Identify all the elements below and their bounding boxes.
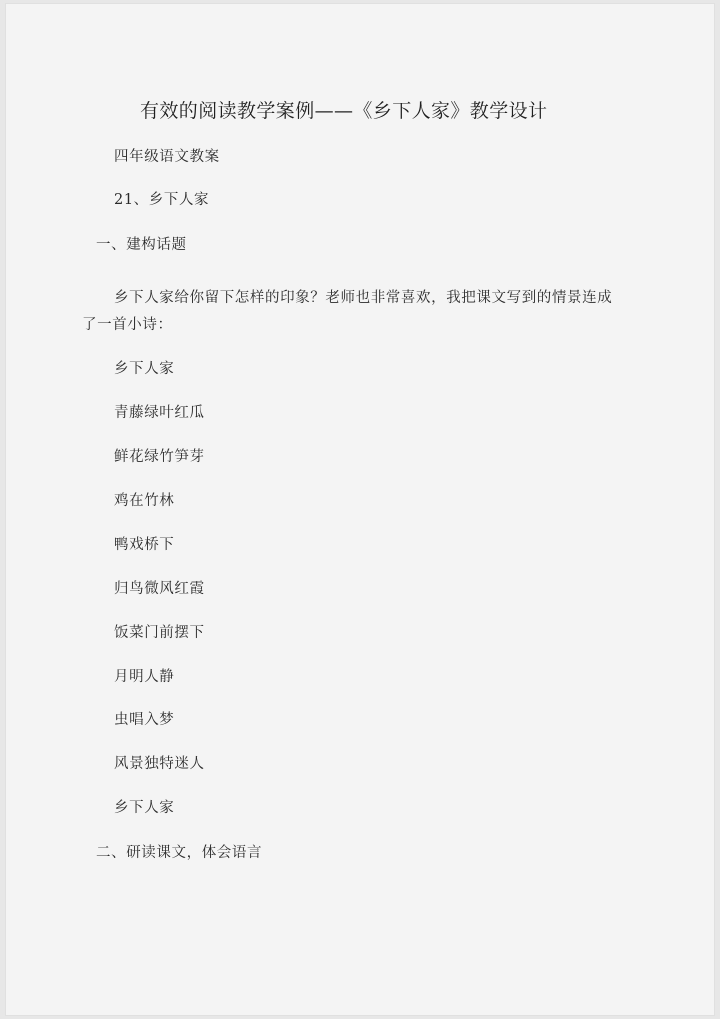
poem-line: 鲜花绿竹笋芽 [114, 449, 205, 465]
poem-line: 饭菜门前摆下 [114, 625, 205, 641]
section-heading-1: 一、建构话题 [96, 237, 187, 253]
poem-line: 月明人静 [114, 669, 175, 685]
poem-line: 归鸟微风红霞 [114, 581, 205, 597]
poem-line: 风景独特迷人 [114, 756, 205, 772]
document-title: 有效的阅读教学案例——《乡下人家》教学设计 [140, 100, 548, 122]
poem-line: 乡下人家 [114, 361, 175, 377]
document-page [6, 4, 714, 1015]
poem-line: 鸡在竹林 [114, 493, 175, 509]
poem-line: 乡下人家 [114, 800, 175, 816]
poem-line: 虫唱入梦 [114, 712, 175, 728]
intro-paragraph-line-2: 了一首小诗： [82, 317, 173, 333]
document-subtitle: 四年级语文教案 [114, 149, 220, 165]
poem-line: 鸭戏桥下 [114, 537, 175, 553]
poem-line: 青藤绿叶红瓜 [114, 405, 205, 421]
section-heading-2: 二、研读课文，体会语言 [96, 845, 263, 861]
intro-paragraph-line-1: 乡下人家给你留下怎样的印象？老师也非常喜欢，我把课文写到的情景连成 [114, 290, 613, 306]
lesson-heading: 21、乡下人家 [114, 192, 210, 208]
